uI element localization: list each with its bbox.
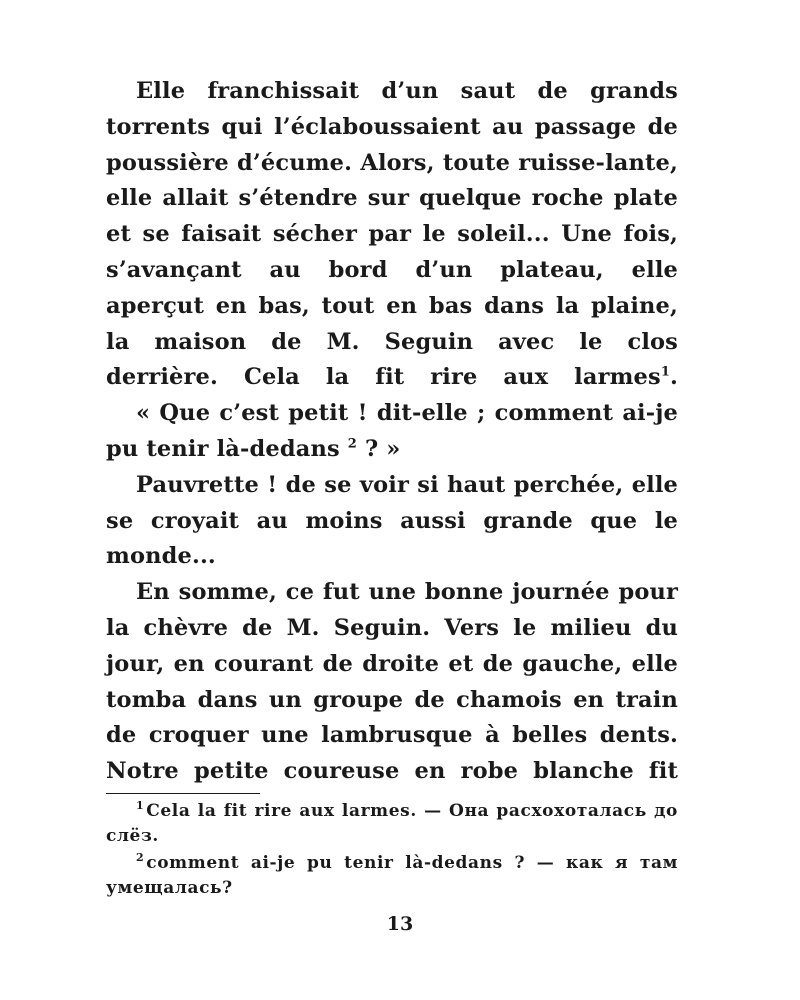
text-line: jour, en courant de droite et de gauche, elle bbox=[106, 650, 678, 677]
text-line: « Que c’est petit ! dit-elle ; comment ai-je bbox=[136, 400, 678, 427]
text-line: pu tenir là-dedans bbox=[106, 435, 348, 462]
text-line-tail: . bbox=[670, 364, 679, 391]
paragraph-3 bbox=[106, 468, 678, 575]
text-line: Elle franchissait d’un saut de grands bbox=[136, 78, 678, 104]
paragraph-1 bbox=[106, 74, 678, 396]
text-line: En somme, ce fut une bonne journée pour bbox=[136, 579, 678, 606]
footnote-mark: 1 bbox=[136, 799, 145, 813]
text-line: fois, s’avançant au bord d’un plateau, elle bbox=[106, 221, 678, 283]
footnote-text: Cela la fit rire aux larmes. — Она расхохоталась до слёз. bbox=[106, 801, 678, 846]
footnote-1 bbox=[106, 799, 678, 848]
footnote-divider bbox=[106, 793, 260, 794]
footnotes bbox=[106, 799, 678, 903]
text-line: de croquer une lambrusque à belles dents. bbox=[106, 722, 678, 749]
text-line: lante, elle allait s’étendre sur quelque roche bbox=[106, 149, 678, 212]
footnote-2 bbox=[106, 851, 678, 900]
page-number: 13 bbox=[386, 913, 414, 935]
text-line: Cela la fit rire aux larmes bbox=[243, 364, 661, 391]
text-line: Pauvrette ! de se voir si haut perchée, bbox=[136, 471, 624, 498]
text-line: plate et se faisait sécher par le soleil... Une bbox=[106, 185, 679, 248]
footnote-text: comment ai-je pu tenir là-dedans ? — как я там умещалась? bbox=[106, 853, 678, 898]
text-line: de poussière d’écume. Alors, toute ruisse- bbox=[106, 113, 679, 176]
main-text bbox=[106, 74, 678, 790]
footnote-reference-1: 1 bbox=[660, 364, 671, 380]
text-line: la maison de M. Seguin avec le clos derrière. bbox=[106, 328, 678, 391]
text-line: tomba dans un groupe de chamois en train bbox=[106, 686, 678, 713]
paragraph-2 bbox=[106, 396, 678, 468]
paragraph-4 bbox=[106, 575, 678, 790]
footnote-mark: 2 bbox=[136, 851, 145, 865]
text-line: monde... bbox=[106, 543, 216, 570]
text-line: la chèvre de M. Seguin. Vers le milieu du bbox=[106, 614, 678, 641]
text-line: Notre petite coureuse en robe blanche fit bbox=[106, 758, 678, 785]
text-line: aperçut en bas, tout en bas dans la plaine, bbox=[106, 292, 678, 319]
text-line-tail: ? » bbox=[356, 435, 401, 462]
text-line: torrents qui l’éclaboussaient au passage bbox=[106, 113, 637, 140]
footnote-reference-2: 2 bbox=[347, 436, 357, 452]
text-line: elle se croyait au moins aussi grande que le bbox=[106, 471, 679, 534]
